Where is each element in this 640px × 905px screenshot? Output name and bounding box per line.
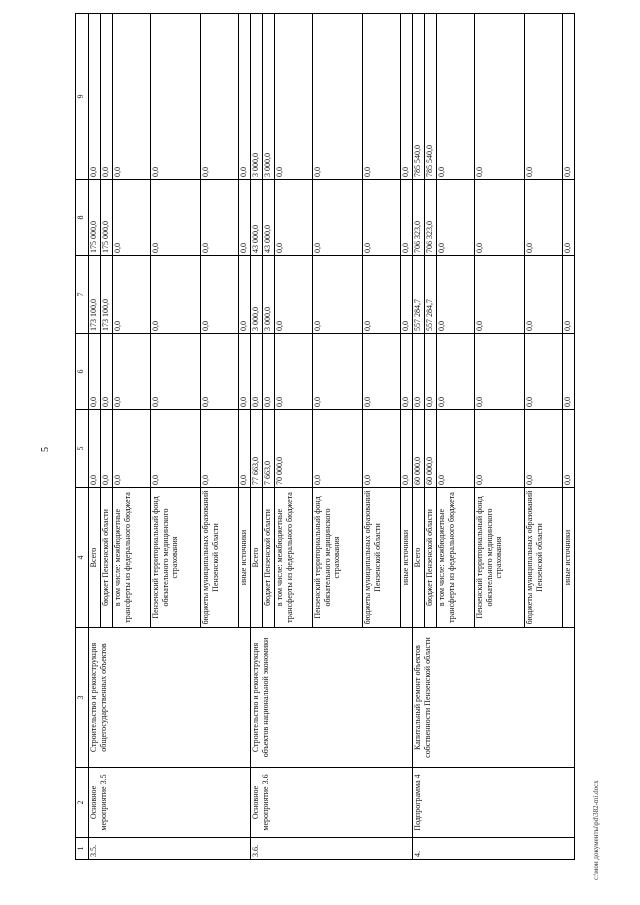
row-num: 4. xyxy=(413,838,575,860)
amount-cell: 0,0 xyxy=(263,334,275,410)
funding-source-label: в том числе: межбюджетные трансферты из федерального бюджета xyxy=(275,488,313,628)
col-header: 7 xyxy=(76,256,89,334)
amount-cell: 0,0 xyxy=(437,180,475,256)
amount-cell: 0,0 xyxy=(89,14,101,180)
amount-cell: 557 284,7 xyxy=(425,256,437,334)
col-header: 1 xyxy=(76,838,89,860)
amount-cell: 0,0 xyxy=(525,334,563,410)
amount-cell: 0,0 xyxy=(313,256,363,334)
funding-source-label: бюджет Пензенской области xyxy=(101,488,113,628)
amount-cell: 3 000,0 xyxy=(251,14,263,180)
funding-source-label: Пензенский территориальный фонд обязательного медицинского страхования xyxy=(151,488,201,628)
col-header: 4 xyxy=(76,488,89,628)
amount-cell: 0,0 xyxy=(275,334,313,410)
amount-cell: 0,0 xyxy=(201,334,239,410)
amount-cell: 173 100,0 xyxy=(89,256,101,334)
amount-cell: 0,0 xyxy=(475,14,525,180)
table-row xyxy=(89,14,101,860)
amount-cell: 0,0 xyxy=(475,410,525,488)
amount-cell: 3 000,0 xyxy=(263,14,275,180)
amount-cell: 0,0 xyxy=(89,334,101,410)
funding-source-label: бюджеты муниципальных образований Пензенской области xyxy=(201,488,239,628)
rotated-table-wrapper xyxy=(75,34,595,860)
amount-cell: 0,0 xyxy=(313,14,363,180)
amount-cell: 0,0 xyxy=(437,14,475,180)
table-body xyxy=(89,14,575,860)
amount-cell: 0,0 xyxy=(363,180,401,256)
col-header: 6 xyxy=(76,334,89,410)
amount-cell: 0,0 xyxy=(151,256,201,334)
amount-cell: 0,0 xyxy=(563,334,575,410)
amount-cell: 0,0 xyxy=(113,410,151,488)
amount-cell: 60 000,0 xyxy=(425,410,437,488)
header-row xyxy=(76,14,89,860)
funding-source-label: бюджет Пензенской области xyxy=(263,488,275,628)
amount-cell: 173 100,0 xyxy=(101,256,113,334)
amount-cell: 0,0 xyxy=(239,334,251,410)
funding-source-label: бюджеты муниципальных образований Пензенской области xyxy=(525,488,563,628)
funding-source-label: в том числе: межбюджетные трансферты из федерального бюджета xyxy=(113,488,151,628)
amount-cell: 0,0 xyxy=(251,334,263,410)
amount-cell: 175 000,0 xyxy=(89,180,101,256)
amount-cell: 0,0 xyxy=(525,14,563,180)
amount-cell: 0,0 xyxy=(525,180,563,256)
funding-source-label: Всего xyxy=(413,488,425,628)
amount-cell: 0,0 xyxy=(401,410,413,488)
amount-cell: 0,0 xyxy=(201,410,239,488)
amount-cell: 0,0 xyxy=(239,180,251,256)
amount-cell: 3 000,0 xyxy=(251,256,263,334)
funding-source-label: Всего xyxy=(251,488,263,628)
amount-cell: 0,0 xyxy=(525,410,563,488)
row-desc: Строительство и реконструкция объектов национальной экономики xyxy=(251,628,413,768)
amount-cell: 0,0 xyxy=(401,180,413,256)
amount-cell: 0,0 xyxy=(363,14,401,180)
amount-cell: 0,0 xyxy=(101,14,113,180)
amount-cell: 0,0 xyxy=(239,410,251,488)
amount-cell: 0,0 xyxy=(437,334,475,410)
amount-cell: 43 000,0 xyxy=(263,180,275,256)
amount-cell: 557 284,7 xyxy=(413,256,425,334)
funding-source-label: бюджет Пензенской области xyxy=(425,488,437,628)
amount-cell: 0,0 xyxy=(201,256,239,334)
amount-cell: 0,0 xyxy=(363,256,401,334)
amount-cell: 0,0 xyxy=(89,410,101,488)
amount-cell: 0,0 xyxy=(113,334,151,410)
file-path-footer: c:\мои документы\pd\382-mi.docx xyxy=(592,780,600,880)
funding-source-label: Пензенский территориальный фонд обязательного медицинского страхования xyxy=(313,488,363,628)
amount-cell: 3 000,0 xyxy=(263,256,275,334)
amount-cell: 7 663,0 xyxy=(263,410,275,488)
funding-source-label: иные источники xyxy=(563,488,575,628)
amount-cell: 0,0 xyxy=(437,256,475,334)
amount-cell: 0,0 xyxy=(201,14,239,180)
row-num: 3.5. xyxy=(89,838,251,860)
amount-cell: 785 540,0 xyxy=(413,14,425,180)
row-desc: Капитальный ремонт объектов собственности Пензенской области xyxy=(413,628,575,768)
col-header: 9 xyxy=(76,14,89,180)
amount-cell: 70 000,0 xyxy=(275,410,313,488)
funding-source-label: в том числе: межбюджетные трансферты из федерального бюджета xyxy=(437,488,475,628)
amount-cell: 0,0 xyxy=(475,256,525,334)
amount-cell: 0,0 xyxy=(113,14,151,180)
col-header: 3 xyxy=(76,628,89,768)
page-number: 5 xyxy=(40,447,51,452)
amount-cell: 0,0 xyxy=(201,180,239,256)
amount-cell: 785 540,0 xyxy=(425,14,437,180)
amount-cell: 0,0 xyxy=(151,180,201,256)
table-row xyxy=(251,14,263,860)
amount-cell: 0,0 xyxy=(275,256,313,334)
amount-cell: 0,0 xyxy=(313,180,363,256)
amount-cell: 0,0 xyxy=(113,256,151,334)
amount-cell: 0,0 xyxy=(475,334,525,410)
amount-cell: 0,0 xyxy=(313,410,363,488)
amount-cell: 0,0 xyxy=(425,334,437,410)
amount-cell: 0,0 xyxy=(437,410,475,488)
amount-cell: 0,0 xyxy=(401,14,413,180)
amount-cell: 0,0 xyxy=(363,410,401,488)
funding-source-label: Всего xyxy=(89,488,101,628)
amount-cell: 0,0 xyxy=(401,256,413,334)
amount-cell: 0,0 xyxy=(525,256,563,334)
amount-cell: 706 323,0 xyxy=(425,180,437,256)
amount-cell: 77 663,0 xyxy=(251,410,263,488)
row-name: Основное мероприятие 3.6 xyxy=(251,768,413,838)
amount-cell: 706 323,0 xyxy=(413,180,425,256)
row-num: 3.6. xyxy=(251,838,413,860)
table-row xyxy=(413,14,425,860)
funding-source-label: иные источники xyxy=(239,488,251,628)
amount-cell: 0,0 xyxy=(401,334,413,410)
amount-cell: 0,0 xyxy=(563,180,575,256)
amount-cell: 0,0 xyxy=(563,410,575,488)
amount-cell: 0,0 xyxy=(563,14,575,180)
amount-cell: 0,0 xyxy=(101,334,113,410)
amount-cell: 175 000,0 xyxy=(101,180,113,256)
funding-source-label: бюджеты муниципальных образований Пензенской области xyxy=(363,488,401,628)
amount-cell: 0,0 xyxy=(113,180,151,256)
col-header: 2 xyxy=(76,768,89,838)
funding-source-label: Пензенский территориальный фонд обязательного медицинского страхования xyxy=(475,488,525,628)
amount-cell: 0,0 xyxy=(239,14,251,180)
amount-cell: 0,0 xyxy=(151,334,201,410)
col-header: 5 xyxy=(76,410,89,488)
amount-cell: 0,0 xyxy=(363,334,401,410)
row-desc: Строительство и реконструкция общегосударственных объектов xyxy=(89,628,251,768)
funding-table xyxy=(75,13,575,860)
amount-cell: 0,0 xyxy=(239,256,251,334)
amount-cell: 0,0 xyxy=(413,334,425,410)
amount-cell: 0,0 xyxy=(313,334,363,410)
amount-cell: 0,0 xyxy=(563,256,575,334)
amount-cell: 0,0 xyxy=(275,180,313,256)
row-name: Основное мероприятие 3.5 xyxy=(89,768,251,838)
amount-cell: 0,0 xyxy=(101,410,113,488)
amount-cell: 0,0 xyxy=(151,14,201,180)
amount-cell: 43 000,0 xyxy=(251,180,263,256)
row-name: Подпрограмма 4 xyxy=(413,768,575,838)
amount-cell: 0,0 xyxy=(151,410,201,488)
amount-cell: 60 000,0 xyxy=(413,410,425,488)
amount-cell: 0,0 xyxy=(275,14,313,180)
col-header: 8 xyxy=(76,180,89,256)
amount-cell: 0,0 xyxy=(475,180,525,256)
funding-source-label: иные источники xyxy=(401,488,413,628)
